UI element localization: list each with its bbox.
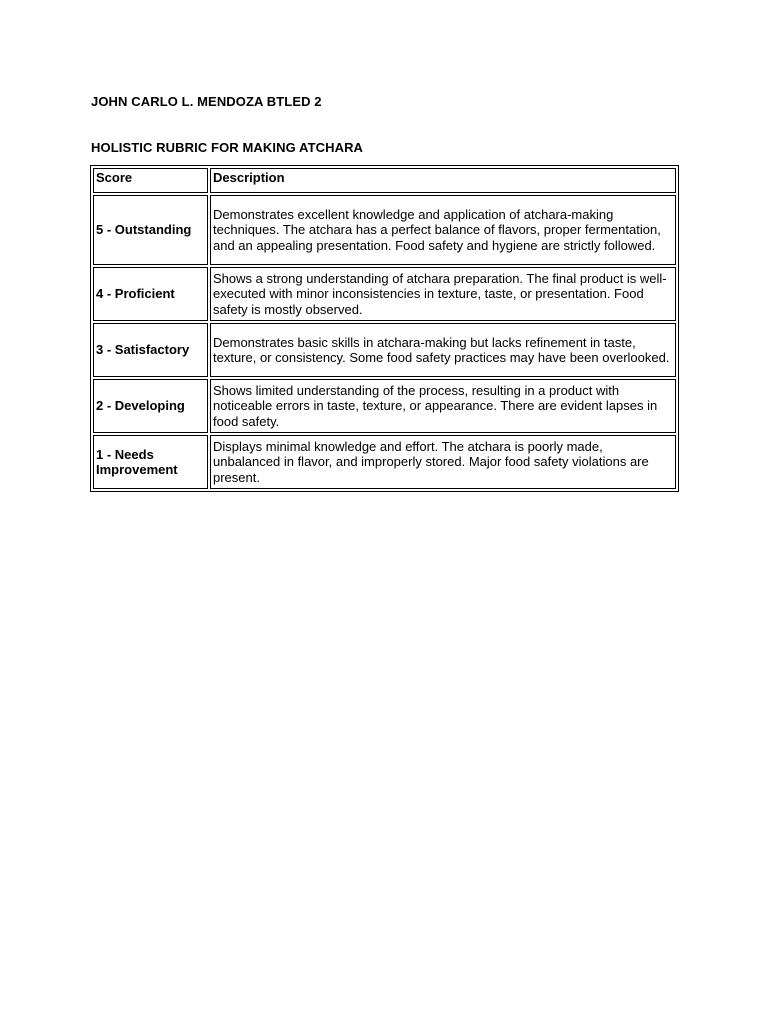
score-cell: 2 - Developing bbox=[93, 379, 208, 433]
score-cell: 3 - Satisfactory bbox=[93, 323, 208, 377]
header-description: Description bbox=[210, 168, 676, 193]
table-row bbox=[93, 267, 676, 321]
description-cell: Demonstrates excellent knowledge and application of atchara-making techniques. The atchara has a perfect balance of flavors, proper fermentation, and an appealing presentation. Food safety and hygiene are strictly followed. bbox=[210, 195, 676, 265]
description-cell: Shows a strong understanding of atchara preparation. The final product is well-executed with minor inconsistencies in texture, taste, or presentation. Food safety is mostly observed. bbox=[210, 267, 676, 321]
table-row bbox=[93, 435, 676, 489]
author-line: JOHN CARLO L. MENDOZA BTLED 2 bbox=[91, 94, 322, 109]
score-cell: 1 - Needs Improvement bbox=[93, 435, 208, 489]
rubric-title: HOLISTIC RUBRIC FOR MAKING ATCHARA bbox=[91, 140, 364, 155]
description-cell: Shows limited understanding of the process, resulting in a product with noticeable errors in taste, texture, or appearance. There are evident lapses in food safety. bbox=[210, 379, 676, 433]
table-row bbox=[93, 323, 676, 377]
table-row bbox=[93, 379, 676, 433]
score-cell: 4 - Proficient bbox=[93, 267, 208, 321]
table-row bbox=[93, 195, 676, 265]
score-cell: 5 - Outstanding bbox=[93, 195, 208, 265]
description-cell: Displays minimal knowledge and effort. The atchara is poorly made, unbalanced in flavor, and improperly stored. Major food safety violations are present. bbox=[210, 435, 676, 489]
description-cell: Demonstrates basic skills in atchara-making but lacks refinement in taste, texture, or consistency. Some food safety practices may have been overlooked. bbox=[210, 323, 676, 377]
header-score: Score bbox=[93, 168, 208, 193]
rubric-table bbox=[90, 165, 679, 492]
table-header-row bbox=[93, 168, 676, 193]
